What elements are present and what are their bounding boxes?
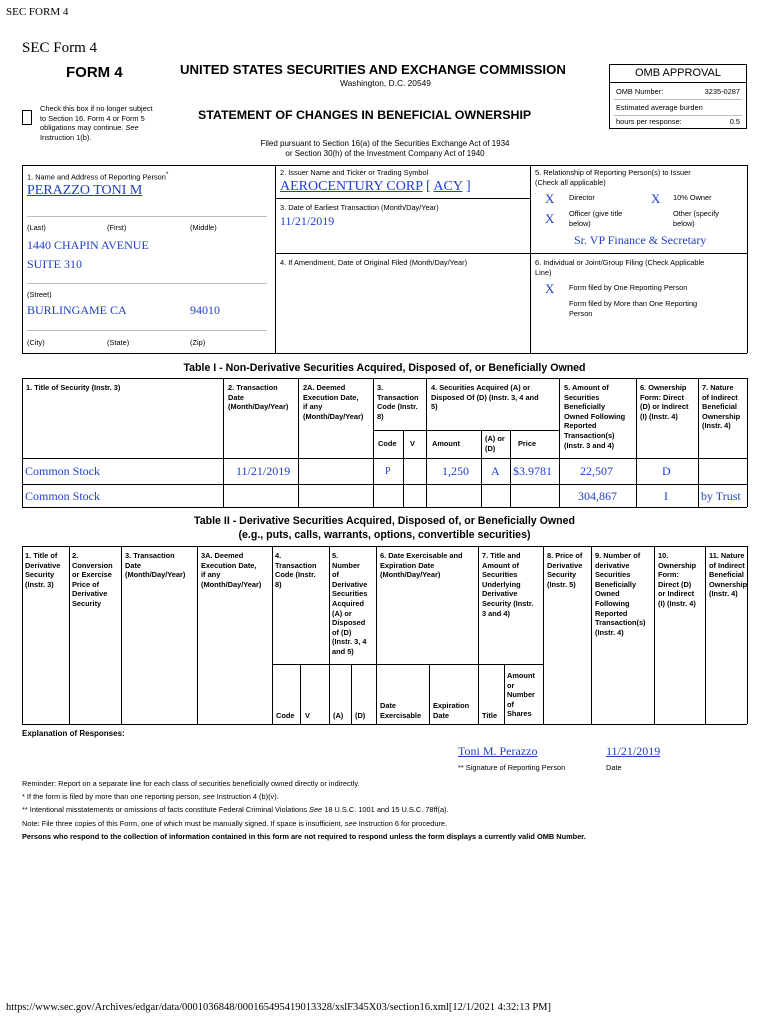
t2-sub-date-exercisable: Date Exercisable [380, 701, 422, 720]
omb-persons-note: Persons who respond to the collection of information contained in this form are not required to respond unless the form displays a currently valid OMB Number. [22, 831, 586, 841]
box5-label: 5. Relationship of Reporting Person(s) to Issuer (Check all applicable) [535, 168, 691, 187]
star-note: * If the form is filed by more than one reporting person, see Instruction 4 (b)(v). [22, 792, 279, 802]
zip-code: 94010 [190, 303, 220, 317]
issuer-name: AEROCENTURY CORP [ ACY ] [280, 179, 471, 194]
t2-h-title-amount: 7. Title and Amount of Securities Underlying Derivative Security (Instr. 3 and 4) [482, 551, 534, 618]
t1-r2-title: Common Stock [25, 489, 101, 503]
omb-burden-label-2: hours per response: [616, 117, 682, 126]
box2-label: 2. Issuer Name and Ticker or Trading Symbol [280, 168, 429, 177]
signature-label: ** Signature of Reporting Person [458, 763, 566, 772]
box6-label: 6. Individual or Joint/Group Filing (Check Applicable Line) [535, 258, 705, 277]
omb-number-label: OMB Number: [616, 87, 664, 96]
t2-sub-v: V [305, 711, 310, 720]
street-line-2: SUITE 310 [27, 257, 82, 271]
t1-r1-date: 11/21/2019 [236, 464, 291, 478]
t2-sub-expiration: Expiration Date [433, 701, 470, 720]
doc-title: SEC Form 4 [22, 40, 98, 56]
reporting-person-name: PERAZZO TONI M [27, 183, 143, 198]
reminder-note: Reminder: Report on a separate line for each class of securities beneficially owned directly or indirectly. [22, 779, 360, 788]
box4-label: 4. If Amendment, Date of Original Filed (Month/Day/Year) [280, 258, 468, 267]
double-star-note: ** Intentional misstatements or omissions of facts constitute Federal Criminal Violations See 18 U.S.C. 1001 and 15 U.S.C. 78ff(a). [22, 805, 449, 815]
signature-date: 11/21/2019 [606, 744, 661, 758]
t2-sub-title: Title [482, 711, 498, 720]
t1-sub-amount: Amount [432, 439, 460, 448]
t1-r1-title: Common Stock [25, 464, 101, 478]
t1-sub-v: V [410, 439, 415, 448]
t2-h-ownership-form: 10. Ownership Form: Direct (D) or Indirect (I) (Instr. 4) [658, 551, 697, 608]
t1-r1-form: D [662, 464, 671, 478]
t1-h-title: 1. Title of Security (Instr. 3) [26, 383, 121, 392]
last-label: (Last) [27, 223, 46, 232]
print-header: SEC FORM 4 [6, 6, 69, 18]
signature-date-label: Date [606, 763, 622, 772]
state-label: (State) [107, 338, 130, 347]
t2-sub-a: (A) [333, 711, 344, 720]
t2-h-deemed-date: 3A. Deemed Execution Date, if any (Month/Day/Year) [201, 551, 262, 589]
checkbox-note: Check this box if no longer subject to Section 16. Form 4 or Form 5 obligations may continue. See Instruction 1(b). [40, 104, 153, 142]
signature-name: Toni M. Perazzo [458, 744, 538, 758]
t1-sub-code: Code [378, 439, 397, 448]
omb-burden-label-1: Estimated average burden [616, 103, 703, 112]
agency-address: Washington, D.C. 20549 [340, 78, 431, 88]
first-label: (First) [107, 223, 127, 232]
box1-label: 1. Name and Address of Reporting Person* [27, 171, 169, 182]
t1-h-deemed-date: 2A. Deemed Execution Date, if any (Month/Day/Year) [303, 383, 364, 421]
t2-h-nature: 11. Nature of Indirect Beneficial Ownership (Instr. 4) [709, 551, 748, 599]
more-reporting-persons-label: Form filed by More than One Reporting Person [569, 299, 698, 318]
omb-approval-box [609, 64, 747, 129]
t1-r2-owned: 304,867 [578, 489, 617, 503]
omb-burden-value: 0.5 [729, 117, 740, 126]
city-label: (City) [27, 338, 45, 347]
issuer-link[interactable]: AEROCENTURY CORP [280, 179, 423, 194]
t1-r1-a-or-d: A [491, 464, 500, 478]
street-label: (Street) [27, 290, 52, 299]
print-footer-url: https://www.sec.gov/Archives/edgar/data/0001036848/000165495419013328/xslF345X03/section16.xml[12/1/2021 4:32:13 PM] [6, 1002, 551, 1013]
t2-sub-code: Code [276, 711, 295, 720]
t2-h-title: 1. Title of Derivative Security (Instr. 3) [25, 551, 61, 589]
t2-h-transaction-date: 3. Transaction Date (Month/Day/Year) [125, 551, 186, 580]
one-reporting-person-mark: X [545, 281, 555, 296]
t1-sub-a-or-d: (A) or (D) [485, 434, 505, 453]
copies-note: Note: File three copies of this Form, one of which must be manually signed. If space is insufficient, see Instruction 6 for procedure. [22, 818, 448, 828]
officer-title: Sr. VP Finance & Secretary [574, 233, 707, 247]
officer-mark: X [545, 211, 555, 226]
t2-h-number-derivative: 5. Number of Derivative Securities Acquired (A) or Disposed of (D) (Instr. 3, 4 and 5) [332, 551, 368, 656]
t1-r2-nature: by Trust [701, 489, 741, 503]
director-mark: X [545, 191, 555, 206]
t2-h-conversion: 2. Conversion or Exercise Price of Derivative Security [72, 551, 113, 608]
officer-label: Officer (give title below) [569, 209, 623, 228]
statement-title: STATEMENT OF CHANGES IN BENEFICIAL OWNERSHIP [198, 108, 532, 122]
t2-sub-amount-shares: Amount or Number of Shares [507, 671, 535, 719]
t1-r1-price: $3.9781 [513, 464, 552, 478]
no-longer-subject-checkbox[interactable] [22, 110, 32, 125]
explanation-label: Explanation of Responses: [22, 729, 125, 738]
omb-title: OMB APPROVAL [635, 67, 721, 79]
ten-percent-owner-mark: X [651, 191, 661, 206]
t1-h-securities-acquired: 4. Securities Acquired (A) or Disposed Of (D) (Instr. 3, 4 and 5) [431, 383, 539, 412]
t1-h-amount-owned: 5. Amount of Securities Beneficially Owned Following Reported Transaction(s) (Instr. 3 and 4) [564, 383, 626, 450]
t1-r2-form: I [664, 489, 668, 503]
agency-title: UNITED STATES SECURITIES AND EXCHANGE COMMISSION [180, 62, 566, 77]
middle-label: (Middle) [190, 223, 217, 232]
ticker-symbol[interactable]: ACY [433, 179, 463, 194]
t1-r1-owned: 22,507 [580, 464, 613, 478]
ten-percent-owner-label: 10% Owner [673, 193, 712, 202]
t2-sub-d: (D) [355, 711, 366, 720]
t1-h-transaction-date: 2. Transaction Date (Month/Day/Year) [228, 383, 289, 412]
t1-h-ownership-form: 6. Ownership Form: Direct (D) or Indirect (I) (Instr. 4) [640, 383, 689, 421]
omb-number-value: 3235-0287 [704, 87, 740, 96]
zip-label: (Zip) [190, 338, 206, 347]
t1-r1-amount: 1,250 [442, 464, 469, 478]
form-label: FORM 4 [66, 64, 123, 81]
t2-h-date-exercisable: 6. Date Exercisable and Expiration Date (Month/Day/Year) [380, 551, 463, 580]
city-state: BURLINGAME CA [27, 303, 127, 317]
t1-h-nature: 7. Nature of Indirect Beneficial Ownership (Instr. 4) [702, 383, 741, 431]
box3-label: 3. Date of Earliest Transaction (Month/Day/Year) [280, 203, 439, 212]
t2-h-transaction-code: 4. Transaction Code (Instr. 8) [275, 551, 317, 589]
street-line-1: 1440 CHAPIN AVENUE [27, 238, 149, 252]
t2-h-number-owned: 9. Number of derivative Securities Beneficially Owned Following Reported Transaction(s) (Instr. 4) [595, 551, 646, 637]
table2-title: Table II - Derivative Securities Acquired, Disposed of, or Beneficially Owned (e.g., puts, calls, warrants, options, convertible securities) [194, 515, 575, 541]
t1-h-transaction-code: 3. Transaction Code (Instr. 8) [377, 383, 419, 421]
t1-r1-code: P [385, 466, 391, 477]
earliest-transaction-date: 11/21/2019 [280, 214, 335, 228]
director-label: Director [569, 193, 595, 202]
filed-pursuant-note: Filed pursuant to Section 16(a) of the Securities Exchange Act of 1934 or Section 30(h) of the Investment Company Act of 1940 [260, 139, 510, 158]
one-reporting-person-label: Form filed by One Reporting Person [569, 283, 688, 292]
t2-h-price: 8. Price of Derivative Security (Instr. 5) [547, 551, 583, 589]
table1-title: Table I - Non-Derivative Securities Acquired, Disposed of, or Beneficially Owned [183, 362, 586, 374]
other-label: Other (specify below) [673, 209, 720, 228]
t1-sub-price: Price [518, 439, 537, 448]
footnotes [22, 777, 586, 843]
